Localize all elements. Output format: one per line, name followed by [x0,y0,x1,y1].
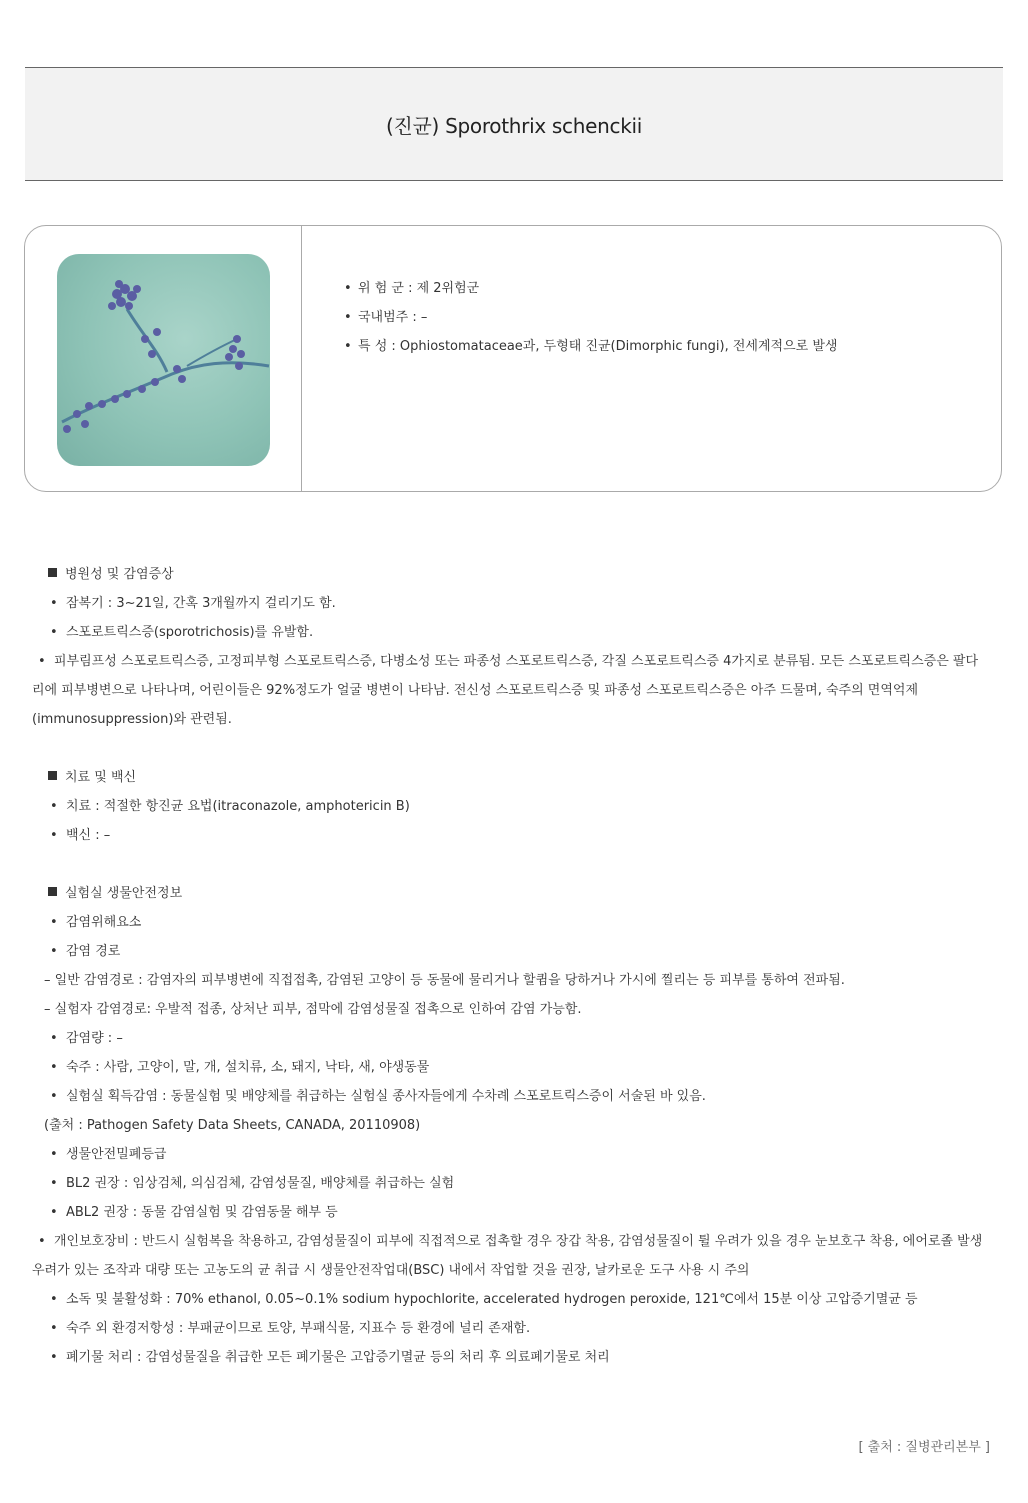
square-bullet-icon [48,771,57,780]
list-item: • 위 험 군 : 제 2위험군 [344,281,480,296]
info-text-cell [302,226,1001,491]
list-item: • 특 성 : Ophiostomataceae과, 두형태 진균(Dimorphic fungi), 전세계적으로 발생 [344,339,838,354]
title-band [25,67,1003,181]
list-item: • 소독 및 불활성화 : 70% ethanol, 0.05~0.1% sodium hypochlorite, accelerated hydrogen peroxide, 121℃에서 15분 이상 고압증기멸균 등 [50,1292,918,1307]
list-item: • 감염위해요소 [50,915,142,930]
list-item: • 폐기물 처리 : 감염성물질을 취급한 모든 폐기물은 고압증기멸균 등의 처리 후 의료폐기물로 처리 [50,1350,610,1365]
section-heading: 치료 및 백신 [44,763,994,792]
image-cell [25,226,302,491]
list-item: – 일반 감염경로 : 감염자의 피부병변에 직접접촉, 감염된 고양이 등 동물에 물리거나 할큄을 당하거나 가시에 찔리는 등 피부를 통하여 전파됨. [44,973,845,988]
list-item: • 백신 : – [50,828,111,843]
micrograph-image [57,254,270,466]
main-content [32,560,994,1372]
list-item: • BL2 권장 : 임상검체, 의심검체, 감염성물질, 배양체를 취급하는 실험 [50,1176,455,1191]
list-item: • 생물안전밀폐등급 [50,1147,167,1162]
list-item: • 개인보호장비 : 반드시 실험복을 착용하고, 감염성물질이 피부에 직접적으로 접촉할 경우 장갑 착용, 감염성물질이 튈 우려가 있을 경우 눈보호구 착용, 에어로졸 발생우려가 있는 조작과 대량 또는 고농도의 균 취급 시 생물안전작업대(BSC) 내에서 작업할 것을 권장, 날카로운 도구 사용 시 주의 [32,1234,983,1278]
list-item: • 숙주 외 환경저항성 : 부패균이므로 토양, 부패식물, 지표수 등 환경에 널리 존재함. [50,1321,531,1336]
list-item: • ABL2 권장 : 동물 감염실험 및 감염동물 해부 등 [50,1205,338,1220]
square-bullet-icon [48,887,57,896]
list-item: • 국내범주 : – [344,310,428,325]
list-item: • 잠복기 : 3~21일, 간혹 3개월까지 걸리기도 함. [50,596,336,611]
list-item: • 치료 : 적절한 항진균 요법(itraconazole, amphotericin B) [50,799,410,814]
section-heading: 병원성 및 감염증상 [44,560,994,589]
list-item: • 피부림프성 스포로트릭스증, 고정피부형 스포로트릭스증, 다병소성 또는 파종성 스포로트릭스증, 각질 스포로트릭스증 4가지로 분류됨. 모든 스포로트릭스증은 팔다리에 피부병변으로 나타나며, 어린이들은 92%정도가 얼굴 병변이 나타남. 전신성 스포로트릭스증 및 파종성 스포로트릭스증은 아주 드물며, 숙주의 면역억제(immunosuppression)와 관련됨. [32,654,979,727]
source-note: (출처 : Pathogen Safety Data Sheets, CANADA, 20110908) [44,1118,421,1133]
section-heading: 실험실 생물안전정보 [44,879,994,908]
list-item: • 숙주 : 사람, 고양이, 말, 개, 설치류, 소, 돼지, 낙타, 새, 야생동물 [50,1060,430,1075]
info-list [344,274,1001,361]
list-item: – 실험자 감염경로: 우발적 접종, 상처난 피부, 점막에 감염성물질 접촉으로 인하여 감염 가능함. [44,1002,582,1017]
page-title: (진균) Sporothrix schenckii [385,113,642,138]
list-item: • 스포로트릭스증(sporotrichosis)를 유발함. [50,625,314,640]
fungus-illustration [57,254,270,466]
list-item: • 실험실 획득감염 : 동물실험 및 배양체를 취급하는 실험실 종사자들에게 수차례 스포로트릭스증이 서술된 바 있음. [50,1089,706,1104]
footer-source: [ 출처 : 질병관리본부 ] [858,1440,990,1455]
list-item: • 감염 경로 [50,944,121,959]
square-bullet-icon [48,568,57,577]
list-item: • 감염량 : – [50,1031,123,1046]
info-card [24,225,1002,492]
